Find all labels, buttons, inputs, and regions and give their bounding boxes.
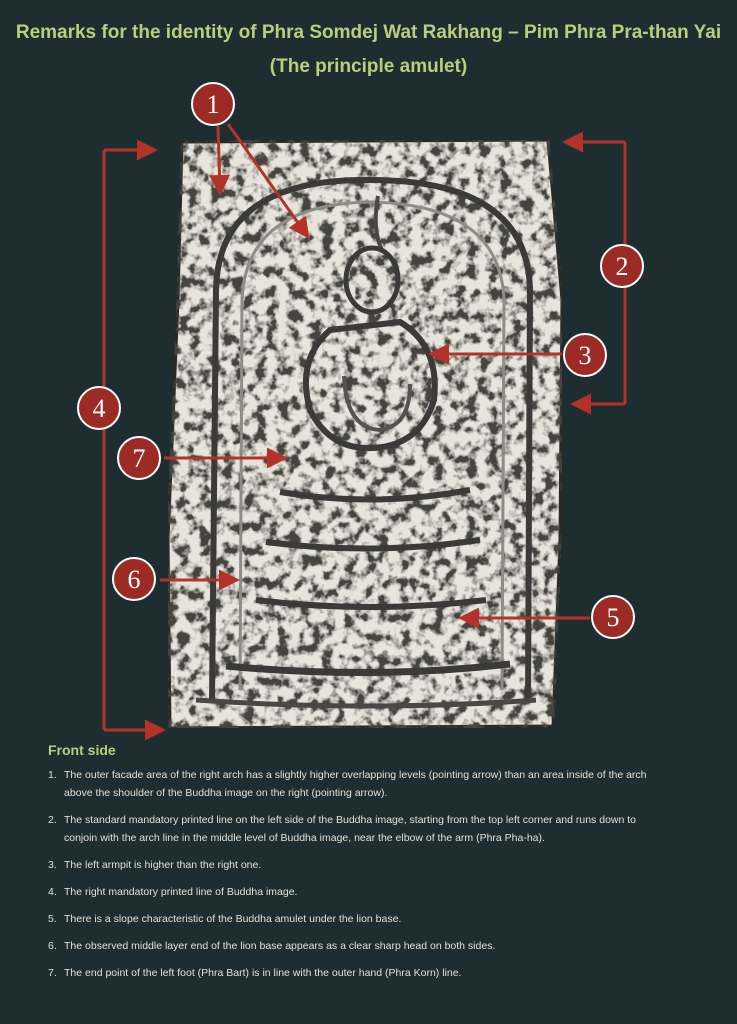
remark-number: 5.: [48, 913, 57, 925]
marker-2: [601, 245, 643, 287]
remark-item: [48, 964, 648, 982]
remark-item: [48, 910, 648, 928]
marker-7: [118, 437, 160, 479]
remark-text: There is a slope characteristic of the Buddha amulet under the lion base.: [64, 913, 402, 925]
marker-label: 1: [206, 90, 220, 119]
remarks-list: [48, 766, 648, 991]
remark-number: 7.: [48, 967, 57, 979]
remark-text: The standard mandatory printed line on the left side of the Buddha image, starting from the top left corner and runs down to conjoin with the arch line in the middle level of Buddha image, near the elbow of the arm (Phra Pha-ha).: [64, 814, 637, 844]
remark-text: The end point of the left foot (Phra Bart) is in line with the outer hand (Phra Korn) line.: [64, 967, 462, 979]
remark-item: [48, 937, 648, 955]
remark-text: The outer facade area of the right arch has a slightly higher overlapping levels (pointing arrow) than an area inside of the arch above the shoulder of the Buddha image on the right (pointing arrow).: [64, 769, 647, 799]
remark-item: [48, 883, 648, 901]
section-heading: Front side: [48, 742, 116, 758]
marker-5: [592, 596, 634, 638]
page-title: Remarks for the identity of Phra Somdej Wat Rakhang – Pim Phra Pra-than Yai: [15, 22, 722, 43]
amulet-image: [168, 140, 562, 728]
marker-3: [564, 334, 606, 376]
remark-number: 2.: [48, 814, 57, 826]
remark-number: 1.: [48, 769, 57, 781]
remark-item: [48, 766, 648, 802]
marker-label: 6: [127, 565, 141, 594]
remark-text: The left armpit is higher than the right one.: [64, 859, 262, 871]
marker-6: [113, 558, 155, 600]
remark-text: The right mandatory printed line of Buddha image.: [64, 886, 298, 898]
marker-1: [192, 83, 234, 125]
marker-label: 5: [606, 603, 620, 632]
remark-number: 6.: [48, 940, 57, 952]
page-subtitle: (The principle amulet): [269, 56, 468, 77]
marker-label: 7: [132, 444, 146, 473]
remark-text: The observed middle layer end of the lion base appears as a clear sharp head on both sides.: [64, 940, 496, 952]
marker-label: 2: [615, 252, 629, 281]
marker-4: [78, 387, 120, 429]
remark-number: 4.: [48, 886, 57, 898]
remark-item: [48, 856, 648, 874]
marker-label: 4: [92, 394, 106, 423]
remark-item: [48, 811, 648, 847]
marker-label: 3: [578, 341, 592, 370]
remark-number: 3.: [48, 859, 57, 871]
